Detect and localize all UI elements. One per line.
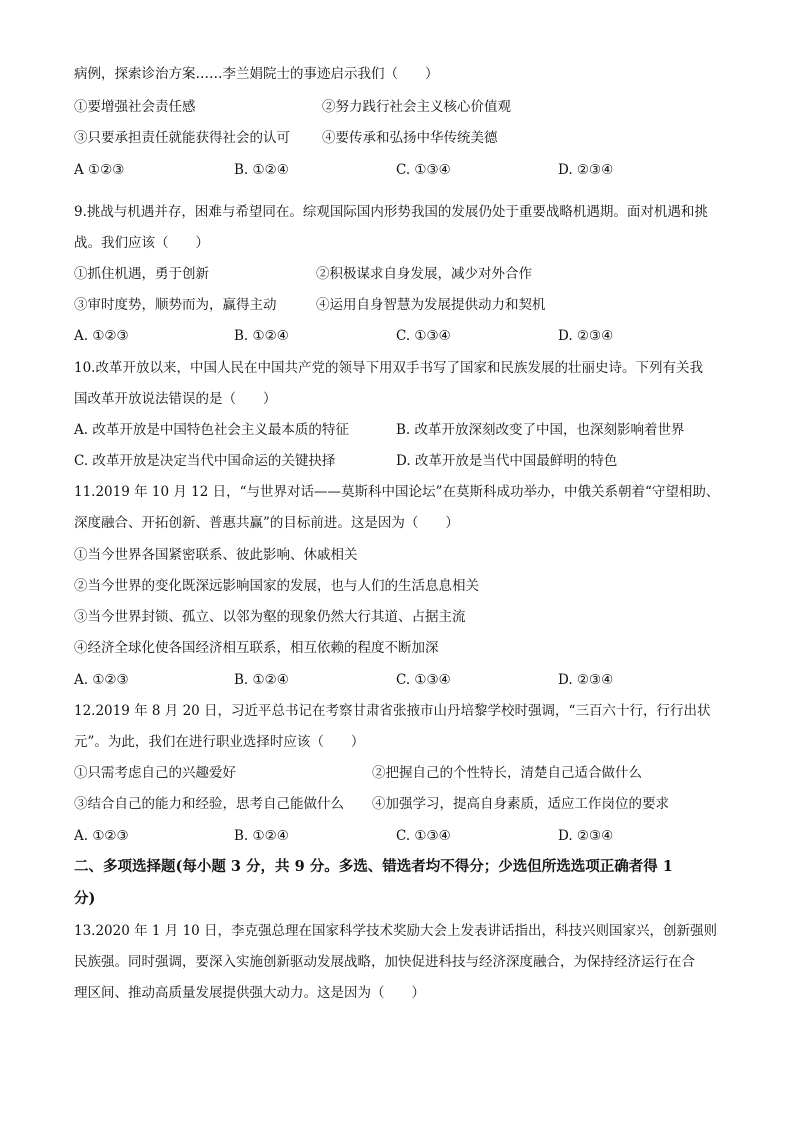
q8-option-4: ④要传承和弘扬中华传统美德	[322, 130, 498, 146]
q12-answer-d: D. ②③④	[558, 828, 614, 844]
q9-answer-a: A. ①②③	[74, 328, 129, 344]
q11-option-3: ③当今世界封锁、孤立、以邻为壑的现象仍然大行其道、占据主流	[74, 609, 466, 625]
q9-stem-line1: 9.挑战与机遇并存，困难与希望同在。综观国际国内形势我国的发展仍处于重要战略机遇期。面对机遇和挑	[74, 204, 708, 220]
q12-answer-c: C. ①③④	[396, 828, 451, 844]
q12-stem-line1: 12.2019 年 8 月 20 日，习近平总书记在考察甘肃省张掖市山丹培黎学校时强调，“三百六十行，行行出状	[74, 703, 711, 719]
q11-answer-c: C. ①③④	[396, 672, 451, 688]
q11-stem-line2: 深度融合、开拓创新、普惠共赢”的目标前进。这是因为（ ）	[74, 515, 459, 531]
q12-stem-line2: 元”。为此，我们在进行职业选择时应该（ ）	[74, 734, 365, 750]
q9-option-3: ③审时度势，顺势而为，赢得主动	[74, 297, 277, 313]
q8-answer-a: A ①②③	[74, 162, 125, 178]
q8-answer-c: C. ①③④	[396, 162, 451, 178]
q12-option-1: ①只需考虑自己的兴趣爱好	[74, 765, 236, 781]
q10-stem-line2: 国改革开放说法错误的是（ ）	[74, 391, 277, 407]
q11-option-1: ①当今世界各国紧密联系、彼此影响、休戚相关	[74, 547, 358, 563]
q11-answer-d: D. ②③④	[558, 672, 614, 688]
q11-option-2: ②当今世界的变化既深远影响国家的发展，也与人们的生活息息相关	[74, 578, 479, 594]
q10-answer-d: D. 改革开放是当代中国最鲜明的特色	[396, 453, 618, 469]
q10-answer-c: C. 改革开放是决定当代中国命运的关键抉择	[74, 453, 336, 469]
q13-stem-line3: 理区间、推动高质量发展提供强大动力。这是因为（ ）	[74, 985, 425, 1001]
q12-option-4: ④加强学习，提高自身素质，适应工作岗位的要求	[372, 796, 669, 812]
q10-answer-a: A. 改革开放是中国特色社会主义最本质的特征	[74, 422, 349, 438]
q11-option-4: ④经济全球化使各国经济相互联系，相互依赖的程度不断加深	[74, 640, 439, 656]
q12-answer-a: A. ①②③	[74, 828, 129, 844]
q9-answer-c: C. ①③④	[396, 328, 451, 344]
q10-answer-b: B. 改革开放深刻改变了中国，也深刻影响着世界	[396, 422, 685, 438]
q13-stem-line2: 民族强。同时强调，要深入实施创新驱动发展战略，加快促进科技与经济深度融合，为保持经济运行在合	[74, 954, 695, 970]
q11-stem-line1: 11.2019 年 10 月 12 日，“与世界对话——莫斯科中国论坛”在莫斯科成功举办，中俄关系朝着“守望相助、	[74, 484, 720, 500]
q8-option-2: ②努力践行社会主义核心价值观	[322, 99, 511, 115]
q12-option-3: ③结合自己的能力和经验，思考自己能做什么	[74, 796, 344, 812]
q9-stem-line2: 战。我们应该（ ）	[74, 235, 209, 251]
section-heading-line2: 分)	[74, 890, 96, 907]
q8-answer-b: B. ①②④	[234, 162, 289, 178]
q13-stem-line1: 13.2020 年 1 月 10 日，李克强总理在国家科学技术奖励大会上发表讲话指出，科技兴则国家兴，创新强则	[74, 923, 718, 939]
q8-answer-d: D. ②③④	[558, 162, 614, 178]
q8-option-3: ③只要承担责任就能获得社会的认可	[74, 130, 290, 146]
q12-option-2: ②把握自己的个性特长，清楚自己适合做什么	[372, 765, 642, 781]
q9-answer-b: B. ①②④	[234, 328, 289, 344]
section-heading-line1: 二、多项选择题(每小题 3 分，共 9 分。多选、错选者均不得分；少选但所选选项正确者得 1	[74, 858, 673, 875]
q11-answer-b: B. ①②④	[234, 672, 289, 688]
q10-stem-line1: 10.改革开放以来，中国人民在中国共产党的领导下用双手书写了国家和民族发展的壮丽史诗。下列有关我	[74, 360, 703, 376]
q9-option-2: ②积极谋求自身发展，减少对外合作	[316, 266, 532, 282]
q8-stem: 病例，探索诊治方案……李兰娟院士的事迹启示我们（ ）	[74, 66, 439, 82]
q9-option-1: ①抓住机遇，勇于创新	[74, 266, 209, 282]
q12-answer-b: B. ①②④	[234, 828, 289, 844]
q9-option-4: ④运用自身智慧为发展提供动力和契机	[316, 297, 546, 313]
q11-answer-a: A. ①②③	[74, 672, 129, 688]
q8-option-1: ①要增强社会责任感	[74, 99, 196, 115]
q9-answer-d: D. ②③④	[558, 328, 614, 344]
